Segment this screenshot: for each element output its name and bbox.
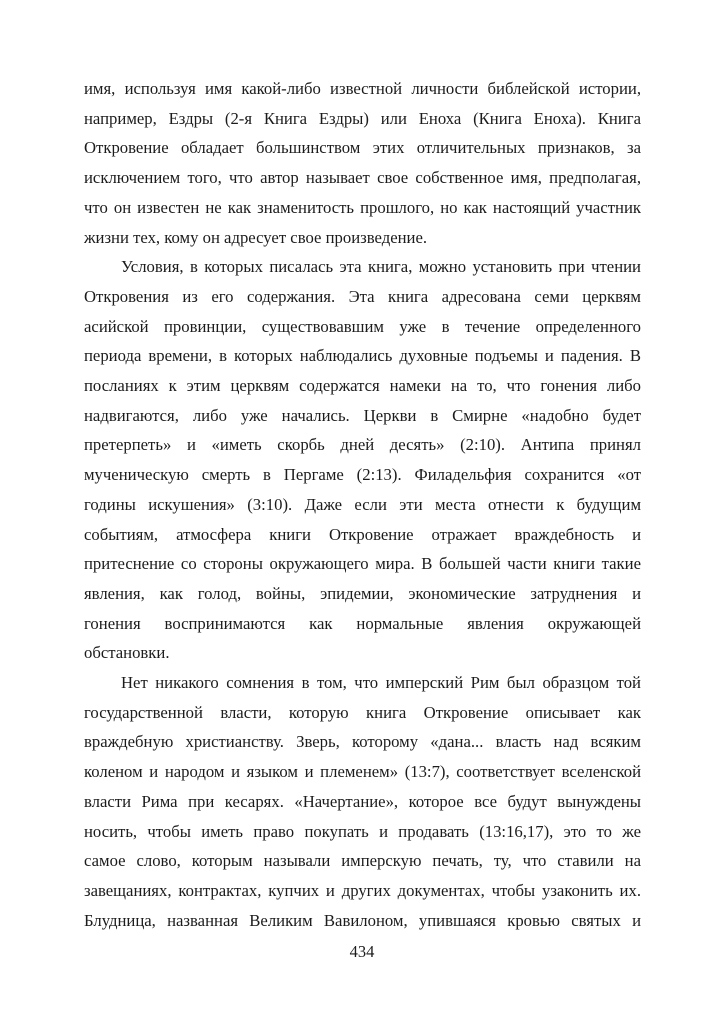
text-line paragraph-end: обстановки. — [84, 643, 170, 663]
text-line: событиям, атмосфера книги Откровение отражает враждебность и — [84, 524, 641, 544]
text-line: надвигаются, либо уже начались. Церкви в Смирне «надобно будет — [84, 405, 641, 425]
text-line: враждебную христианству. Зверь, которому «дана... власть над всяким — [84, 732, 641, 752]
body-text — [84, 74, 641, 935]
text-line: гонения воспринимаются как нормальные явления окружающей — [84, 613, 641, 633]
text-line: имя, используя имя какой-либо известной личности библейской истории, — [84, 79, 641, 98]
text-line: годины искушения» (3:10). Даже если эти места отнести к будущим — [84, 494, 641, 514]
text-line: Блудница, названная Великим Вавилоном, упившаяся кровью святых и — [84, 910, 641, 930]
text-line paragraph-start: Условия, в которых писалась эта книга, можно установить при чтении — [121, 257, 641, 277]
text-line: самое слово, которым называли имперскую печать, ту, что ставили на — [84, 851, 641, 871]
text-line: завещаниях, контрактах, купчих и других документах, чтобы узаконить их. — [84, 880, 641, 900]
text-line: Откровения из его содержания. Эта книга адресована семи церквям — [84, 286, 641, 306]
text-line: что он известен не как знаменитость прошлого, но как настоящий участник — [84, 197, 641, 217]
text-line paragraph-end: жизни тех, кому он адресует свое произведение. — [84, 227, 428, 247]
text-line: претерпеть» и «иметь скорбь дней десять» (2:10). Антипа принял — [84, 435, 641, 455]
text-line: асийской провинции, существовавшим уже в течение определенного — [84, 316, 641, 336]
text-line: явления, как голод, войны, эпидемии, экономические затруднения и — [84, 583, 641, 603]
text-line: коленом и народом и языком и племенем» (13:7), соответствует вселенской — [84, 762, 641, 782]
text-line: например, Ездры (2-я Книга Ездры) или Еноха (Книга Еноха). Книга — [84, 108, 641, 128]
text-line: власти Рима при кесарях. «Начертание», которое все будут вынуждены — [84, 791, 641, 811]
text-line: исключением того, что автор называет свое собственное имя, предполагая, — [84, 168, 641, 188]
page-number: 434 — [349, 942, 375, 961]
text-line paragraph-start: Нет никакого сомнения в том, что имперский Рим был образцом той — [121, 673, 641, 693]
text-line: государственной власти, которую книга Откровение описывает как — [84, 702, 641, 722]
text-line: периода времени, в которых наблюдались духовные подъемы и падения. В — [84, 346, 641, 366]
text-line: Откровение обладает большинством этих отличительных признаков, за — [84, 138, 641, 158]
text-line: притеснение со стороны окружающего мира. В большей части книги такие — [84, 554, 641, 574]
text-line: носить, чтобы иметь право покупать и продавать (13:16,17), это то же — [84, 821, 641, 841]
text-line: мученическую смерть в Пергаме (2:13). Филадельфия сохранится «от — [84, 465, 641, 485]
text-line: посланиях к этим церквям содержатся намеки на то, что гонения либо — [84, 376, 641, 396]
